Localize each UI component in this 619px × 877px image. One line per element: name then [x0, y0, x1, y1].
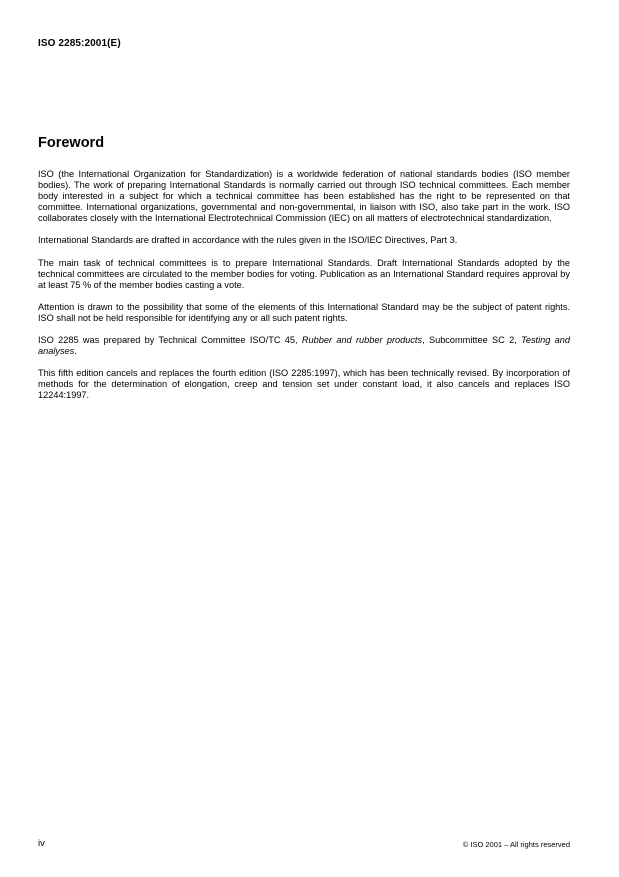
subcommittee-text: , Subcommittee SC 2, [422, 335, 522, 346]
page-title: Foreword [38, 135, 105, 151]
paragraph-patent-rights: Attention is drawn to the possibility that some of the elements of this International Standard may be the subject of patent rights. ISO shall not be held responsible for identifying any or all such patent rights. [38, 301, 570, 323]
paragraph-prepared-by [38, 335, 570, 357]
page-number: iv [38, 838, 45, 849]
prepared-by-text: ISO 2285 was prepared by Technical Committee ISO/TC 45, [38, 335, 302, 346]
document-header: ISO 2285:2001(E) [38, 38, 121, 49]
committee-title: Rubber and rubber products [301, 335, 423, 346]
subcommittee-title: Testing and analyses [38, 335, 570, 357]
paragraph-iso-overview: ISO (the International Organization for Standardization) is a worldwide federation of national standards bodies (ISO member bodies). The work of preparing International Standards is normally carried out through ISO technical committees. Each member body interested in a subject for which a technical committee has been established has the right to be represented on that committee. International organizations, governmental and non-governmental, in liaison with ISO, also take part in the work. ISO collaborates closely with the International Electrotechnical Commission (IEC) on all matters of electrotechnical standardization. [38, 169, 570, 224]
paragraph-directives: International Standards are drafted in accordance with the rules given in the ISO/IEC Directives, Part 3. [38, 235, 458, 246]
period: . [74, 346, 77, 357]
copyright-notice: © ISO 2001 – All rights reserved [462, 840, 570, 849]
paragraph-edition: This fifth edition cancels and replaces the fourth edition (ISO 2285:1997), which has been technically revised. By incorporation of methods for the determination of elongation, creep and tension set under constant load, it also cancels and replaces ISO 12244:1997. [38, 368, 570, 401]
paragraph-committees: The main task of technical committees is to prepare International Standards. Draft International Standards adopted by the technical committees are circulated to the member bodies for voting. Publication as an International Standard requires approval by at least 75 % of the member bodies casting a vote. [38, 257, 570, 290]
foreword-body [38, 169, 570, 413]
